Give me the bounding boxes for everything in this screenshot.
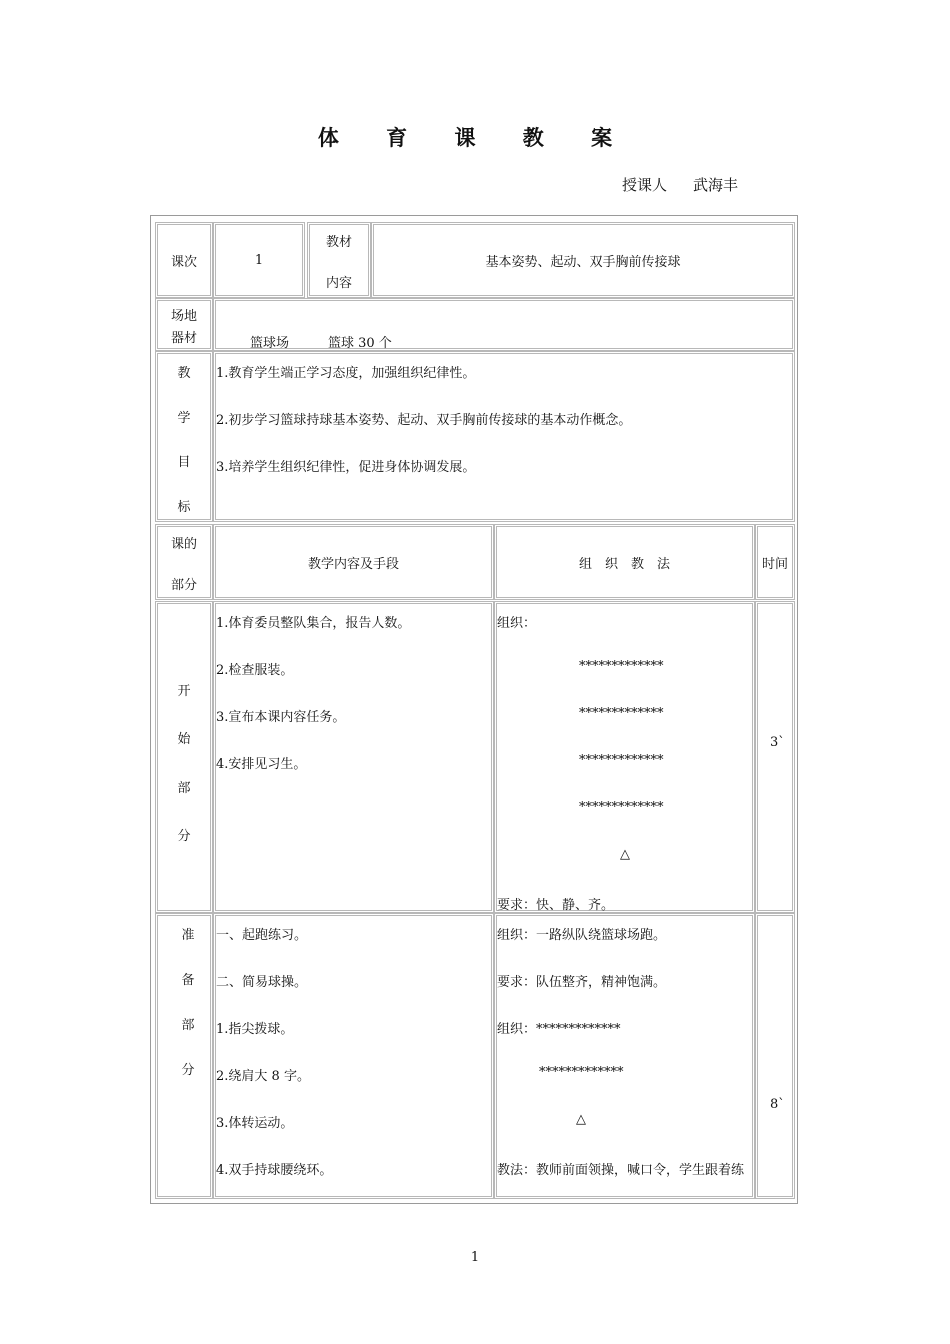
start-content-item: 3.宣布本课内容任务。 (216, 710, 346, 725)
prep-method-line: 组织：一路纵队绕篮球场跑。 (497, 928, 667, 943)
lesson-plan-table (150, 215, 798, 1204)
prep-label-char: 部 (181, 1018, 195, 1033)
part-header-1: 课的 (170, 537, 197, 552)
venue-label-1: 场地 (170, 309, 197, 324)
start-formation-row: ************* (579, 659, 664, 674)
time-header-cell (755, 524, 795, 600)
objectives-label-char: 标 (177, 499, 191, 515)
objective-item: 1.教育学生端正学习态度，加强组织纪律性。 (216, 366, 476, 381)
prep-time-cell (755, 913, 795, 1199)
material-value-cell (371, 222, 795, 298)
venue-value-2: 篮球 30 个 (328, 336, 392, 351)
start-teacher-mark: △ (620, 847, 630, 862)
start-label-cell (155, 601, 213, 913)
prep-teacher-mark: △ (576, 1112, 586, 1127)
start-org-label: 组织： (497, 616, 537, 631)
start-label-char: 分 (177, 828, 191, 844)
prep-time: 8` (770, 1097, 785, 1112)
material-label-2: 内容 (325, 276, 352, 291)
prep-label-char: 分 (181, 1063, 195, 1078)
start-content-item: 2.检查服装。 (216, 663, 294, 678)
method-header: 组 织 教 法 (578, 556, 670, 572)
part-header-cell (155, 524, 213, 600)
prep-content-item: 一、起跑练习。 (216, 928, 308, 943)
start-label-char: 部 (177, 780, 191, 796)
objectives-label-cell (155, 351, 213, 522)
start-content-cell (213, 601, 494, 913)
start-formation-row: ************* (579, 800, 664, 815)
start-method-cell (494, 601, 755, 913)
prep-content-item: 3.体转运动。 (216, 1116, 294, 1131)
teacher-name: 武海丰 (693, 176, 739, 194)
teacher-label: 授课人 (622, 176, 668, 194)
teacher-line (622, 174, 738, 195)
lesson-number-value-cell (213, 222, 305, 298)
material-label-cell (307, 222, 371, 298)
method-header-cell (494, 524, 755, 600)
prep-method-cell (494, 913, 755, 1199)
objective-item: 2.初步学习篮球持球基本姿势、起动、双手胸前传接球的基本动作概念。 (216, 413, 632, 428)
prep-content-item: 4.双手持球腰绕环。 (216, 1163, 333, 1178)
time-header: 时间 (761, 556, 788, 572)
prep-content-item: 1.指尖拨球。 (216, 1022, 294, 1037)
prep-label-char: 备 (181, 973, 195, 988)
prep-method-line: 要求：队伍整齐，精神饱满。 (497, 975, 667, 990)
start-label-char: 始 (177, 732, 191, 748)
venue-value-cell (213, 298, 795, 351)
page-number: 1 (470, 1250, 480, 1265)
start-formation-row: ************* (579, 706, 664, 721)
prep-method-line: 组织：************* (497, 1022, 621, 1037)
venue-value-1: 篮球场 (250, 336, 290, 351)
page-title: 体 育 课 教 案 (317, 125, 633, 150)
lesson-number-value: 1 (254, 252, 264, 268)
material-value: 基本姿势、起动、双手胸前传接球 (485, 254, 681, 270)
start-time-cell (755, 601, 795, 913)
prep-label-char: 准 (181, 928, 195, 943)
objective-item: 3.培养学生组织纪律性，促进身体协调发展。 (216, 460, 476, 475)
objectives-content-cell (213, 351, 795, 522)
objectives-label-char: 教 (177, 366, 191, 381)
part-header-2: 部分 (170, 578, 197, 593)
lesson-number-label-cell (155, 222, 213, 298)
prep-method-line: 教法：教师前面领操，喊口令，学生跟着练 (497, 1163, 745, 1178)
start-content-item: 4.安排见习生。 (216, 757, 307, 772)
prep-content-item: 二、简易球操。 (216, 975, 308, 990)
objectives-label-char: 目 (177, 455, 191, 471)
prep-method-line: ************* (539, 1065, 624, 1080)
lesson-number-label: 课次 (170, 254, 197, 270)
start-label-char: 开 (177, 684, 191, 699)
venue-label-cell (155, 298, 213, 351)
prep-content-item: 2.绕肩大 8 字。 (216, 1069, 310, 1084)
venue-label-2: 器材 (170, 331, 197, 346)
objectives-label-char: 学 (177, 410, 191, 426)
prep-content-cell (213, 913, 494, 1199)
start-content-item: 1.体育委员整队集合，报告人数。 (216, 616, 411, 631)
prep-label-cell (155, 913, 213, 1199)
start-requirement: 要求：快、静、齐。 (497, 898, 615, 913)
start-formation-row: ************* (579, 753, 664, 768)
content-header: 教学内容及手段 (307, 556, 399, 572)
material-label-1: 教材 (325, 235, 352, 250)
content-header-cell (213, 524, 494, 600)
start-time: 3` (770, 735, 785, 750)
